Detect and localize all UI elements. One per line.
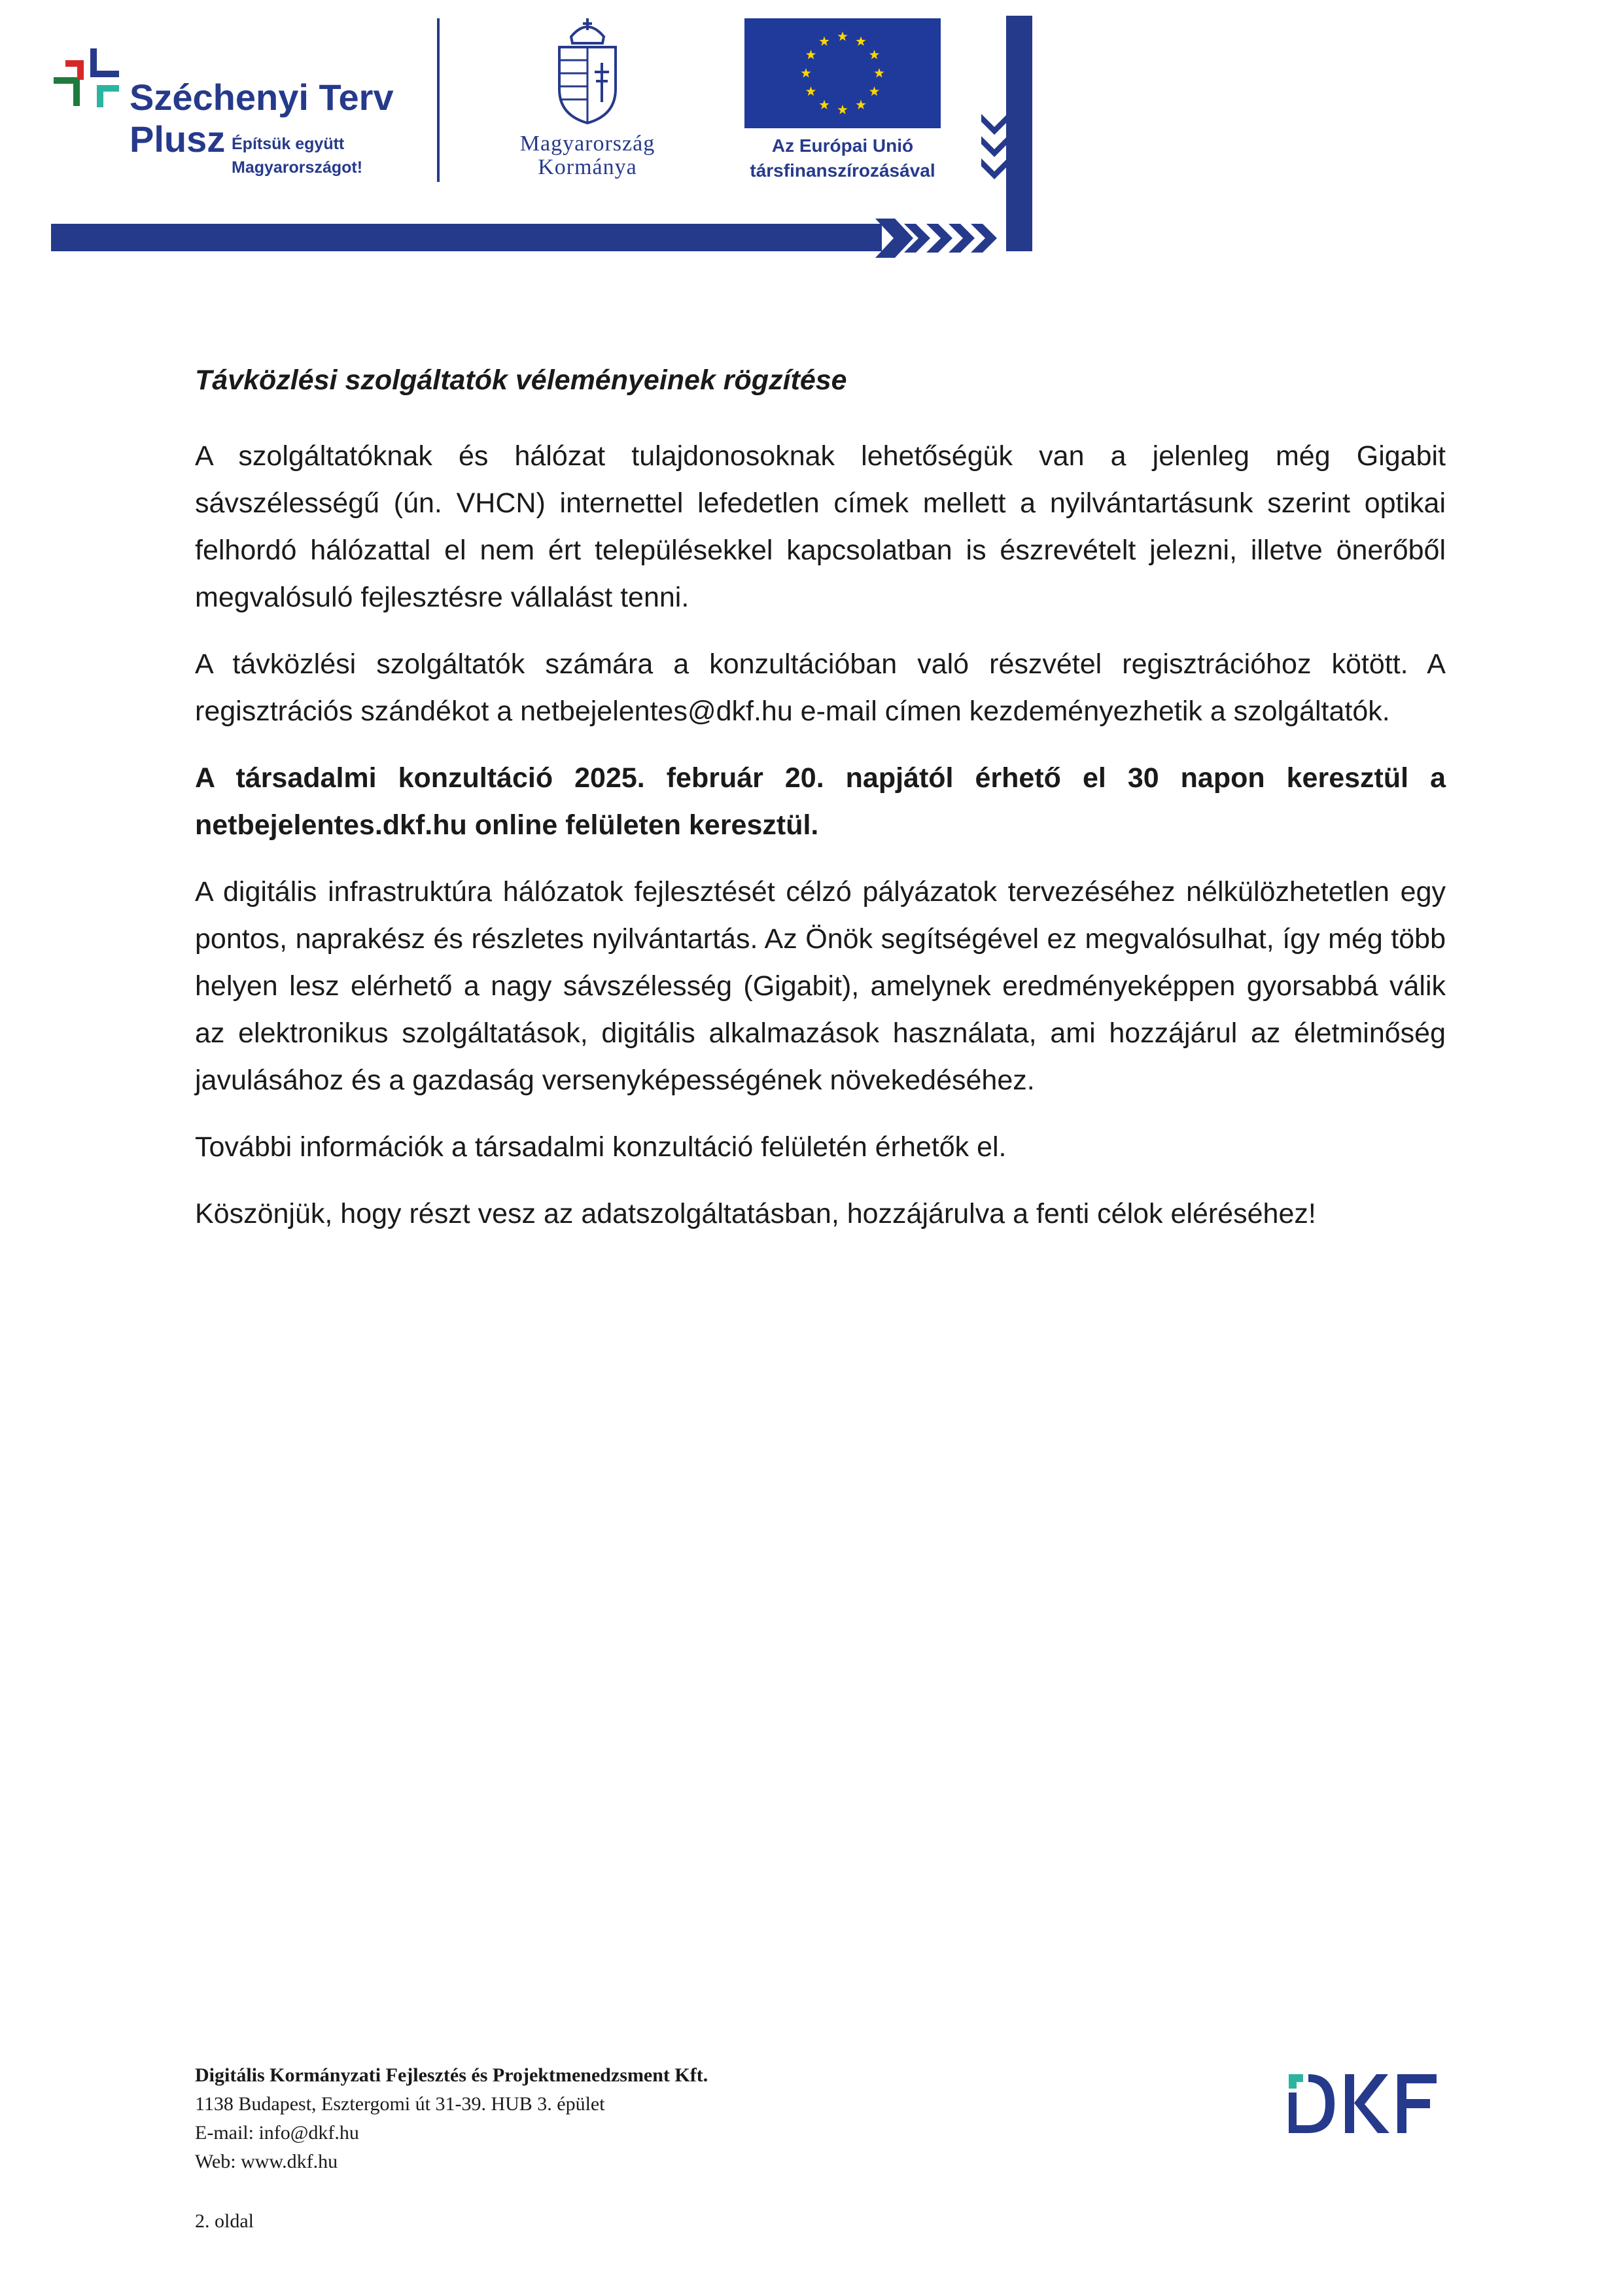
government-line-2: Kormánya: [538, 155, 637, 179]
szechenyi-terv-logo: [51, 30, 417, 187]
eu-star-icon: [837, 105, 847, 115]
eu-stars-icon: [744, 18, 941, 128]
header-side-strip: [1006, 16, 1032, 251]
eu-star-icon: [806, 86, 816, 96]
document-title: Távközlési szolgáltatók véleményeinek rögzítése: [195, 364, 847, 396]
tagline-line-1: Építsük együtt: [232, 135, 345, 153]
footer-company: Digitális Kormányzati Fejlesztés és Projektmenedzsment Kft.: [195, 2064, 708, 2086]
header-bar: [51, 224, 882, 251]
eu-star-icon: [801, 68, 811, 78]
footer: [195, 2061, 1242, 2176]
footer-email: E-mail: info@dkf.hu: [195, 2122, 359, 2144]
szechenyi-cross-icon: [51, 46, 130, 124]
szechenyi-tagline: [232, 132, 441, 179]
government-line-1: Magyarország: [519, 132, 655, 156]
paragraph-5: További információk a társadalmi konzultáció felületén érhetők el.: [195, 1131, 1007, 1163]
eu-star-icon: [856, 37, 865, 46]
page-number: 2. oldal: [195, 2210, 254, 2232]
government-text: [483, 132, 692, 179]
paragraph-2: A távközlési szolgáltatók számára a konzultációban való részvétel regisztrációhoz kötött. A regisztrációs szándékot a netbejelentes@dkf.hu e-mail címen kezdeményezhetik a szolgáltatók.: [195, 648, 1446, 727]
paragraph-4: A digitális infrastruktúra hálózatok fejlesztését célzó pályázatok tervezéséhez nélkülözhetetlen egy pontos, naprakész és részletes nyilvántartás. Az Önök segítségével ez megvalósulhat, így még több helyen lesz elérhető a nagy sávszélesség (Gigabit), amelynek eredményeképpen gyorsabbá válik az elektronikus szolgáltatások, digitális alkalmazások használata, ami hozzájárul az életminőség javulásához és a gazdaság versenyképességének növekedéséhez.: [195, 876, 1446, 1096]
chevron-arrows-icon: [875, 219, 1026, 258]
eu-star-icon: [819, 37, 829, 46]
eu-star-icon: [869, 86, 879, 96]
eu-star-icon: [806, 50, 816, 60]
eu-star-icon: [856, 100, 865, 110]
coat-of-arms-icon: [551, 17, 623, 125]
vertical-chevrons-icon: [981, 114, 1007, 205]
eu-text: [718, 133, 967, 183]
szechenyi-title: Széchenyi Terv: [130, 77, 394, 118]
paragraph-3-highlight: A társadalmi konzultáció 2025. február 20. napjától érhető el 30 napon keresztül a netbejelentes.dkf.hu online felületen keresztül.: [195, 762, 1446, 841]
document-body: [195, 357, 1446, 1257]
dkf-logo-icon: [1289, 2074, 1446, 2133]
eu-star-icon: [869, 50, 879, 60]
footer-web: Web: www.dkf.hu: [195, 2151, 338, 2172]
eu-star-icon: [874, 68, 884, 78]
tagline-line-2: Magyarországot!: [232, 158, 363, 177]
eu-star-icon: [819, 100, 829, 110]
header-banner: [51, 16, 1006, 258]
paragraph-1: A szolgáltatóknak és hálózat tulajdonosoknak lehetőségük van a jelenleg még Gigabit sávszélességű (ún. VHCN) internettel lefedetlen címek mellett a nyilvántartásunk szerint optikai felhordó hálózattal el nem ért településekkel kapcsolatban is észrevételt jelezni, illetve önerőből megvalósuló fejlesztésre vállalást tenni.: [195, 440, 1446, 613]
eu-line-1: Az Európai Unió: [771, 135, 914, 156]
eu-cofinancing-logo: [744, 16, 993, 192]
eu-flag-icon: [744, 18, 941, 128]
government-logo: [483, 16, 718, 192]
eu-line-2: társfinanszírozásával: [750, 160, 935, 181]
eu-star-icon: [837, 31, 847, 41]
szechenyi-plus: Plusz: [130, 118, 226, 160]
paragraph-6: Köszönjük, hogy részt vesz az adatszolgáltatásban, hozzájárulva a fenti célok eléréséhez!: [195, 1198, 1316, 1229]
footer-address: 1138 Budapest, Esztergomi út 31-39. HUB 3. épület: [195, 2093, 605, 2115]
header-divider: [437, 18, 440, 182]
